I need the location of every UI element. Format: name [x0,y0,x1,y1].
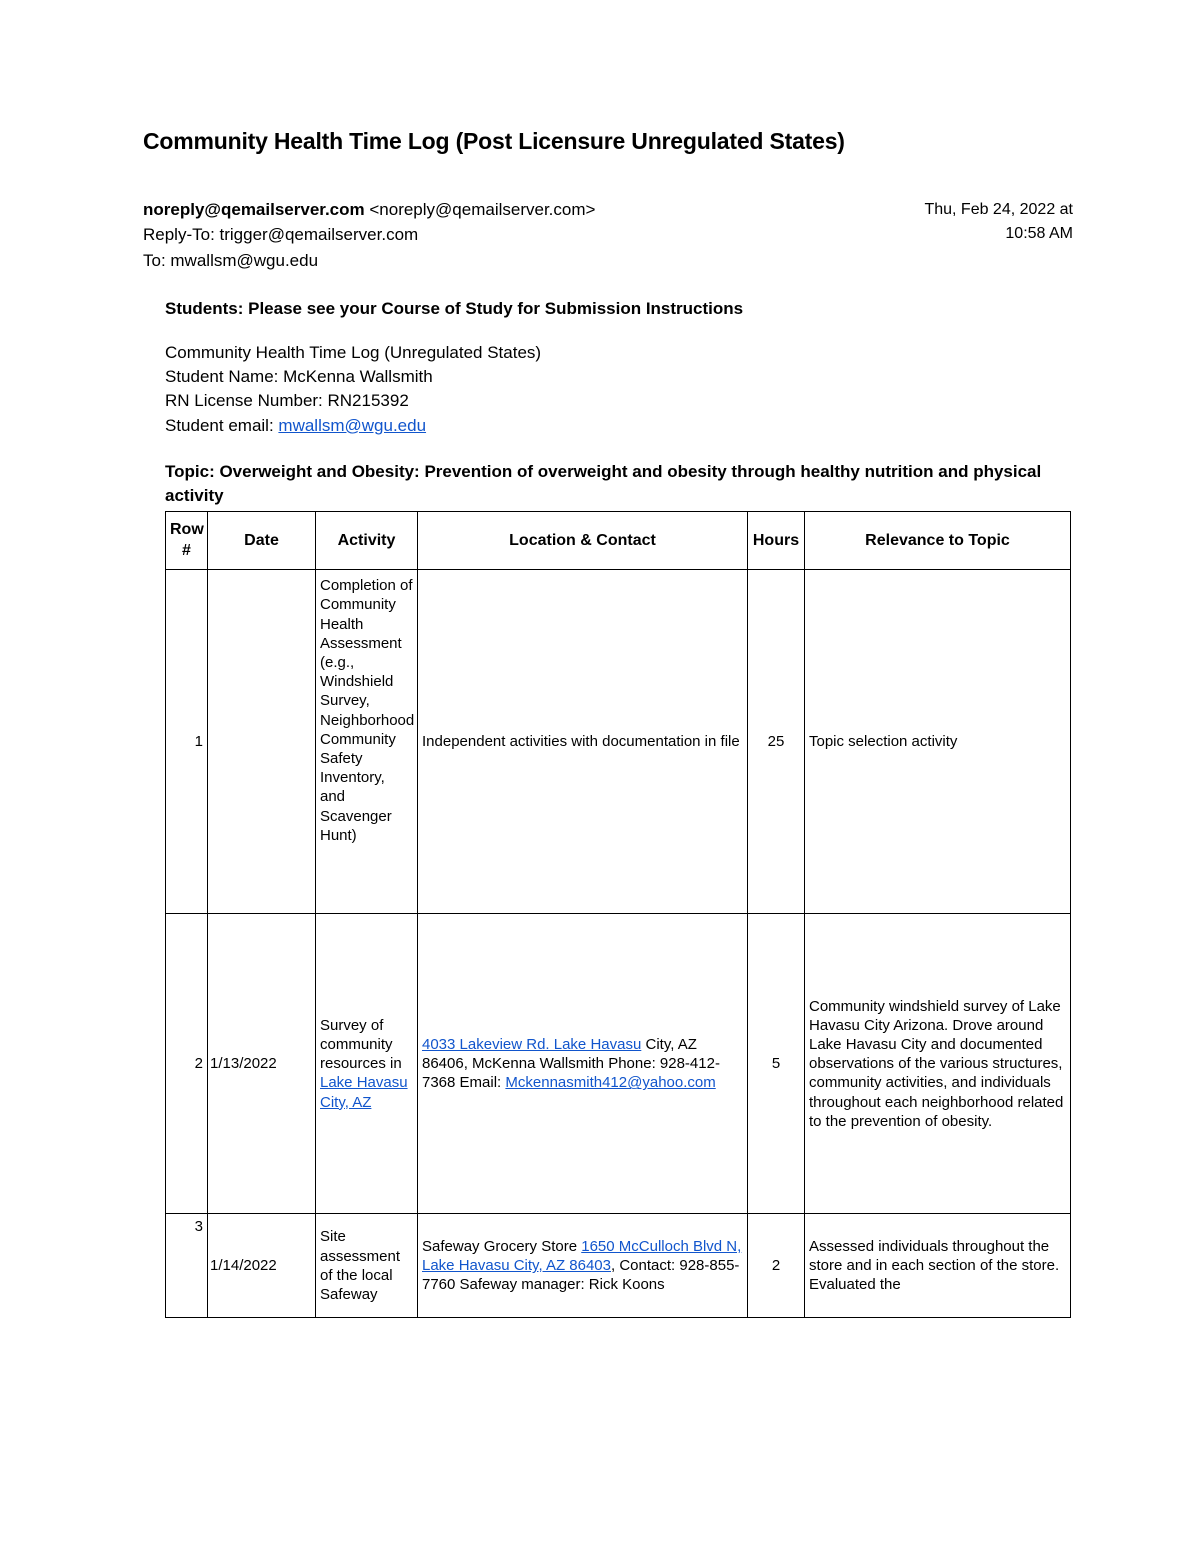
table-row [166,914,1071,1214]
row-activity: Site assessment of the local Safeway [316,1214,418,1318]
col-header-activity: Activity [316,512,418,570]
row-location-contact [418,1214,748,1318]
row-location-contact: Independent activities with documentation in file [418,570,748,914]
row-relevance: Assessed individuals throughout the store and in each section of the store. Evaluated the [805,1214,1071,1318]
row-activity-link[interactable]: Lake Havasu City, AZ [320,1074,408,1111]
rn-license-number: RN License Number: RN215392 [165,391,409,411]
page-title: Community Health Time Log (Post Licensure Unregulated States) [143,128,845,154]
table-header-row [166,512,1071,570]
row-hours: 5 [748,914,805,1214]
row-activity-text: Survey of community resources in [320,1016,402,1073]
time-log-table [165,511,1071,1318]
document-content [143,128,1073,1318]
student-email-label: Student email: [165,415,279,435]
email-date-block [813,198,1073,246]
row-location-text: City, AZ 86406, McKenna Wallsmith Phone: 928-412-7368 Email: [422,1035,720,1092]
topic-heading: Topic: Overweight and Obesity: Prevention of overweight and obesity through healthy nutrition and physical activity [165,461,1042,505]
row-address-link[interactable]: 1650 McCulloch Blvd N, Lake Havasu City, AZ 86403 [422,1237,742,1275]
row-email-link[interactable]: Mckennasmith412@yahoo.com [505,1074,716,1092]
email-date: Thu, Feb 24, 2022 at [924,200,1073,218]
row-date: 1/14/2022 [208,1214,316,1318]
col-header-hours: Hours [748,512,805,570]
row-number: 3 [166,1214,208,1318]
row-relevance: Topic selection activity [805,570,1071,914]
reply-to-line: Reply-To: trigger@qemailserver.com [143,225,419,245]
row-relevance: Community windshield survey of Lake Havasu City Arizona. Drove around Lake Havasu City and documented observations of the various structures, community activities, and individuals throughout each neighborhood related to the prevention of obesity. [805,914,1071,1214]
sender-name: noreply@qemailserver.com [143,199,365,219]
row-location-text: Safeway Grocery Store [422,1237,582,1255]
email-time: 10:58 AM [1005,224,1073,242]
email-body [165,299,1073,507]
table-row [166,1214,1071,1318]
email-header [143,198,1073,274]
log-title: Community Health Time Log (Unregulated States) [165,343,542,363]
col-header-relevance: Relevance to Topic [805,512,1071,570]
col-header-row-number: Row # [166,512,208,570]
row-address-link[interactable]: 4033 Lakeview Rd. Lake Havasu [422,1035,642,1053]
student-info [165,341,1073,438]
row-hours: 25 [748,570,805,914]
col-header-location-contact: Location & Contact [418,512,748,570]
col-header-date: Date [208,512,316,570]
submission-instructions: Students: Please see your Course of Study for Submission Instructions [165,299,744,319]
student-email-line [165,414,1073,438]
student-email-link[interactable]: mwallsm@wgu.edu [278,415,427,435]
row-activity: Completion of Community Health Assessment (e.g., Windshield Survey, Neighborhood Community Safety Inventory, and Scavenger Hunt) [316,570,418,914]
to-line: To: mwallsm@wgu.edu [143,250,319,270]
row-location-contact [418,914,748,1214]
table-row [166,570,1071,914]
row-number: 2 [166,914,208,1214]
row-activity [316,914,418,1214]
sender-email: <noreply@qemailserver.com> [369,199,596,219]
row-number: 1 [166,570,208,914]
row-hours: 2 [748,1214,805,1318]
row-date: 1/13/2022 [208,914,316,1214]
row-location-text-post: , Contact: 928-855-7760 Safeway manager: Rick Koons [422,1257,740,1294]
student-name: Student Name: McKenna Wallsmith [165,367,433,387]
row-date [208,570,316,914]
